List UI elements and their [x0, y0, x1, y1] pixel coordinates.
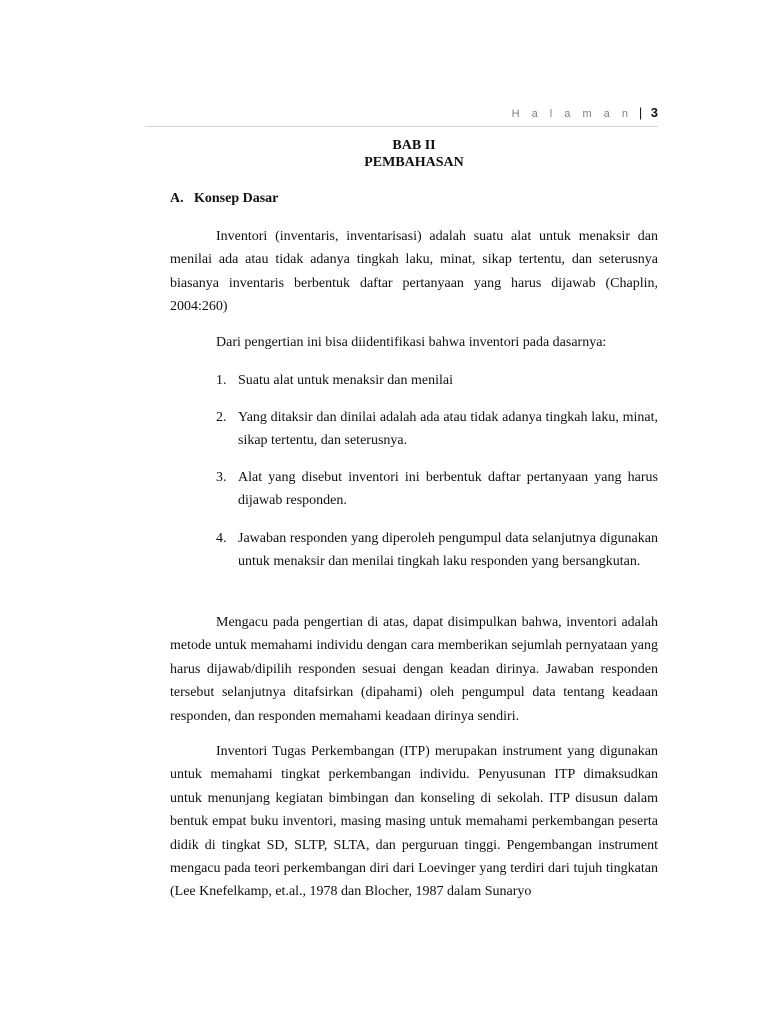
section-heading [170, 191, 278, 207]
list-item-number: 3. [216, 470, 227, 485]
page-label: H a l a m a n [511, 108, 633, 120]
chapter-title: PEMBAHASAN [364, 155, 464, 170]
paragraph-itp: Inventori Tugas Perkembangan (ITP) merupakan instrument yang digunakan untuk memahami tingkat perkembangan individu. Penyusunan ITP dimaksudkan untuk menunjang kegiatan bimbingan dan konseling di sekolah. ITP disusun dalam bentuk empat buku inventori, masing masing untuk memahami perkembangan peserta didik di tingkat SD, SLTP, SLTA, dan perguruan tinggi. Pengembangan instrument mengacu pada teori perkembangan diri dari Loevinger yang terdiri dari tujuh tingkatan (Lee Knefelkamp, et.al., 1978 dan Blocher, 1987 dalam Sunaryo [170, 744, 658, 900]
list-item-text: Yang ditaksir dan dinilai adalah ada atau tidak adanya tingkah laku, minat, sikap tertentu, dan seterusnya. [238, 410, 658, 449]
section-number: A. [170, 191, 184, 206]
list-item [216, 466, 658, 513]
list-item-text: Jawaban responden yang diperoleh pengumpul data selanjutnya digunakan untuk menaksir dan menilai tingkah laku responden yang bersangkutan. [238, 531, 658, 570]
section-title: Konsep Dasar [194, 191, 279, 206]
list-item-number: 4. [216, 531, 227, 546]
list-item-number: 2. [216, 410, 227, 425]
chapter-heading [170, 137, 658, 171]
list-item-number: 1. [216, 373, 227, 388]
page-number: 3 [650, 105, 658, 120]
chapter-number: BAB II [392, 138, 436, 153]
list-item [216, 406, 658, 453]
paragraph-intro-list: Dari pengertian ini bisa diidentifikasi bahwa inventori pada dasarnya: [216, 335, 607, 350]
list-item [216, 369, 658, 392]
list-item-text: Suatu alat untuk menaksir dan menilai [238, 373, 454, 388]
paragraph-conclusion: Mengacu pada pengertian di atas, dapat disimpulkan bahwa, inventori adalah metode untuk memahami individu dengan cara memberikan sejumlah pernyataan yang harus dijawab/dipilih responden sesuai dengan keadan dirinya. Jawaban responden tersebut selanjutnya ditafsirkan (dipahami) oleh pengumpul data tentang keadaan responden, dan responden memahami keadaan dirinya sendiri. [170, 615, 658, 724]
list-item-text: Alat yang disebut inventori ini berbentuk daftar pertanyaan yang harus dijawab responden. [238, 470, 658, 509]
paragraph-definition: Inventori (inventaris, inventarisasi) adalah suatu alat untuk menaksir dan menilai ada atau tidak adanya tingkah laku, minat, sikap tertentu, dan seterusnya biasanya inventaris berbentuk daftar pertanyaan yang harus dijawab (Chaplin, 2004:260) [170, 229, 658, 315]
page-header [145, 104, 658, 127]
header-separator: | [638, 105, 643, 120]
list-item [216, 527, 658, 574]
